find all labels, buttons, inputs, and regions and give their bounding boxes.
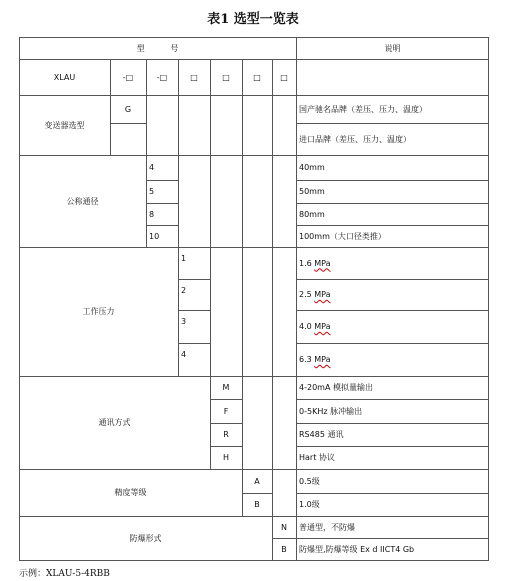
comm-desc: 0-5KHz 脉冲输出 bbox=[299, 406, 363, 416]
comm-desc: Hart 协议 bbox=[299, 453, 335, 462]
comm-desc: 4-20mA 模拟量输出 bbox=[299, 383, 373, 392]
explosion-desc: 防爆型,防爆等级 Ex d IICT4 Gb bbox=[299, 544, 415, 554]
explosion-code: N bbox=[281, 522, 287, 532]
pressure-label: 工作压力 bbox=[82, 307, 115, 316]
comm-code: H bbox=[222, 453, 229, 462]
accuracy-code: B bbox=[254, 500, 260, 509]
code-slot-pressure: -□ bbox=[156, 72, 168, 82]
comm-label: 通讯方式 bbox=[98, 418, 131, 427]
code-slot-explosion: □ bbox=[253, 72, 261, 82]
diameter-desc: 100mm（大口径类推） bbox=[299, 231, 386, 241]
pressure-desc: 2.5 MPa bbox=[299, 290, 331, 299]
transmitter-option: 国产驰名品牌（差压、压力、温度） bbox=[299, 104, 427, 114]
transmitter-code: G bbox=[124, 104, 132, 114]
diameter-code: 5 bbox=[149, 187, 155, 196]
diameter-desc: 40mm bbox=[299, 163, 325, 172]
explosion-code: B bbox=[281, 544, 287, 554]
pressure-code: 2 bbox=[181, 286, 187, 295]
comm-code: R bbox=[223, 430, 229, 439]
code-slot-extra: □ bbox=[280, 72, 288, 82]
pressure-code: 1 bbox=[181, 254, 187, 263]
accuracy-code: A bbox=[254, 476, 260, 486]
table-title: 表1 选型一览表 bbox=[207, 12, 299, 27]
transmitter-label: 变送器选型 bbox=[44, 120, 85, 130]
explosion-label: 防爆形式 bbox=[129, 533, 162, 543]
diameter-desc: 80mm bbox=[299, 209, 325, 219]
code-slot-accuracy: □ bbox=[222, 72, 230, 82]
diameter-code: 8 bbox=[149, 209, 155, 219]
selection-table bbox=[19, 37, 489, 561]
header-model: 型 号 bbox=[136, 43, 179, 53]
explosion-desc: 普通型，不防爆 bbox=[299, 522, 355, 532]
transmitter-option: 进口品牌（差压、压力、温度） bbox=[299, 134, 411, 144]
accuracy-label: 精度等级 bbox=[114, 488, 147, 497]
comm-code: F bbox=[223, 406, 229, 416]
pressure-code: 4 bbox=[181, 350, 187, 359]
accuracy-desc: 1.0级 bbox=[299, 500, 320, 509]
model-code: XLAU bbox=[53, 72, 76, 82]
code-slot-diameter: -□ bbox=[122, 72, 134, 82]
diameter-code: 4 bbox=[149, 163, 155, 172]
example-text: 示例：XLAU-5-4RBB bbox=[19, 569, 110, 579]
diameter-label: 公称通径 bbox=[66, 196, 99, 206]
pressure-desc: 6.3 MPa bbox=[299, 355, 331, 364]
diameter-desc: 50mm bbox=[299, 187, 325, 196]
diameter-code: 10 bbox=[149, 231, 160, 241]
code-slot-comm: □ bbox=[190, 72, 198, 82]
pressure-code: 3 bbox=[181, 317, 187, 326]
pressure-desc: 4.0 MPa bbox=[299, 322, 331, 331]
pressure-desc: 1.6 MPa bbox=[299, 258, 331, 268]
header-description: 说明 bbox=[384, 43, 401, 53]
comm-code: M bbox=[222, 383, 230, 392]
comm-desc: RS485 通讯 bbox=[299, 430, 344, 439]
accuracy-desc: 0.5级 bbox=[299, 476, 320, 486]
